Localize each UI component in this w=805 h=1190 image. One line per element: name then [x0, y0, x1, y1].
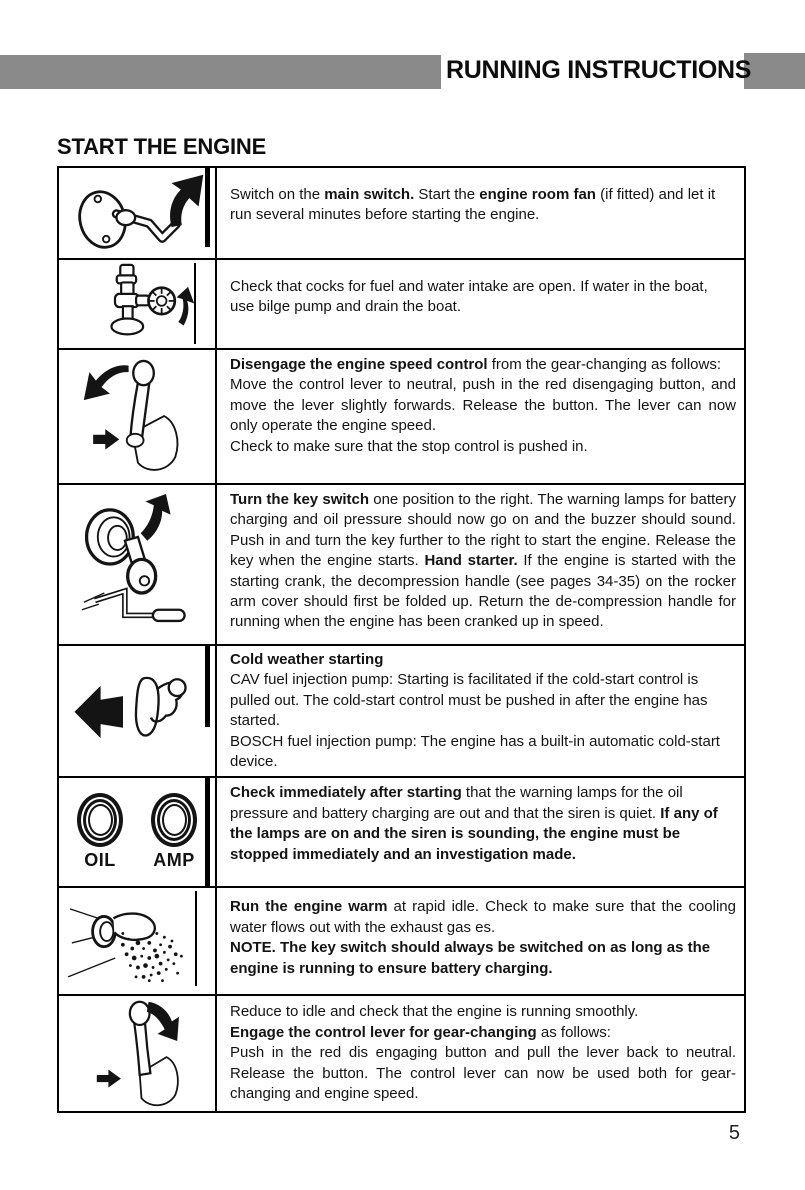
- warning-lamp: [77, 793, 123, 871]
- fuel-cock-icon: [71, 262, 203, 346]
- instruction-paragraph: Cold weather starting: [230, 651, 384, 668]
- instruction-paragraph: Push in the red dis engaging button and pull the lever back to neutral. Release the button. The control lever can now be used both for gear-changing and engine speed.: [230, 1044, 736, 1103]
- lamp-label: OIL: [84, 850, 116, 871]
- row-instruction-text: [215, 260, 744, 348]
- header-gray-bar: [0, 55, 441, 89]
- row-illustration-cell: [59, 646, 215, 776]
- cold-start-control-icon: [67, 669, 207, 753]
- row-illustration-cell: [59, 888, 215, 994]
- page-number: 5: [728, 1122, 740, 1144]
- instruction-row: [59, 886, 744, 994]
- instruction-paragraph: Check immediately after starting that the warning lamps for the oil pressure and battery charging are out and that the siren is quiet. If any of the lamps are on and the siren is sounding, the engine must be stopped immediately and an investigation made.: [230, 784, 718, 863]
- lamp-ring: [151, 793, 197, 847]
- warning-lamps-icon: [77, 793, 197, 871]
- exhaust-water-icon: [66, 890, 208, 992]
- row-illustration-cell: [59, 485, 215, 644]
- instruction-paragraph: Check that cocks for fuel and water intake are open. If water in the boat, use bilge pump and drain the boat.: [230, 278, 708, 316]
- instruction-paragraph: Switch on the main switch. Start the engine room fan (if fitted) and let it run several minutes before starting the engine.: [230, 186, 716, 224]
- instruction-paragraph: Move the control lever to neutral, push in the red disengaging button, and move the lever slightly forwards. Release the button. The lever can now only operate the engine speed.: [230, 376, 736, 435]
- gear-lever-icon: [70, 998, 204, 1110]
- main-switch-icon: [67, 171, 207, 255]
- lamp-label: AMP: [153, 850, 195, 871]
- lamp-ring: [77, 793, 123, 847]
- row-instruction-text: [215, 888, 744, 994]
- instruction-paragraph: BOSCH fuel injection pump: The engine has a built-in automatic cold-start device.: [230, 732, 720, 771]
- instruction-row: [59, 776, 744, 886]
- instruction-paragraph: CAV fuel injection pump: Starting is facilitated if the cold-start control is pulled out. The cold-start control must be pushed in after the engine has started.: [230, 671, 708, 730]
- speed-control-lever-icon: [67, 358, 207, 475]
- row-illustration-cell: [59, 260, 215, 348]
- instruction-row: [59, 994, 744, 1111]
- instruction-paragraph: Check to make sure that the stop control is pushed in.: [230, 437, 588, 455]
- instruction-paragraph: Disengage the engine speed control from the gear-changing as follows:: [230, 356, 722, 373]
- illustration-frame-rule: [205, 646, 210, 727]
- instruction-row: [59, 483, 744, 644]
- section-title: START THE ENGINE: [57, 134, 267, 159]
- instruction-paragraph: Reduce to idle and check that the engine is running smoothly.: [230, 1003, 639, 1021]
- page-header-title: RUNNING INSTRUCTIONS: [446, 56, 752, 84]
- illustration-frame-rule: [205, 168, 210, 247]
- instruction-row: [59, 644, 744, 776]
- row-instruction-text: [215, 646, 744, 776]
- illustration-frame-rule: [205, 778, 210, 886]
- header-gray-block: [744, 53, 805, 89]
- illustration-frame-rule: [194, 263, 196, 344]
- instruction-row: [59, 348, 744, 483]
- illustration-frame-rule: [195, 891, 197, 986]
- warning-lamp: [151, 793, 197, 871]
- row-illustration-cell: [59, 350, 215, 483]
- row-illustration-cell: [59, 996, 215, 1111]
- key-switch-and-crank-icon: [67, 492, 207, 637]
- row-instruction-text: [215, 996, 744, 1111]
- instruction-row: [59, 168, 744, 258]
- row-illustration-cell: [59, 168, 215, 258]
- instructions-table: [57, 166, 746, 1113]
- row-illustration-cell: [59, 778, 215, 886]
- instruction-row: [59, 258, 744, 348]
- instruction-paragraph: Run the engine warm at rapid idle. Check to make sure that the cooling water flows out with the exhaust gas es.: [230, 898, 736, 936]
- row-instruction-text: [215, 350, 744, 483]
- row-instruction-text: [215, 778, 744, 886]
- row-instruction-text: [215, 485, 744, 644]
- instruction-paragraph: Turn the key switch one position to the right. The warning lamps for battery charging and oil pressure should now go on and the buzzer should sound. Push in and turn the key further to the right to start the engine. Release the key when the engine starts. Hand starter. If the engine is started with the starting crank, the decompression handle (see pages 34-35) on the rocker arm cover should first be folded up. Return the de-compression handle for running when the engine has been cranked up in speed.: [230, 491, 737, 631]
- instruction-paragraph: Engage the control lever for gear-changing as follows:: [230, 1023, 611, 1041]
- instruction-paragraph: NOTE. The key switch should always be switched on as long as the engine is running to ensure battery charging.: [230, 939, 711, 977]
- row-instruction-text: [215, 168, 744, 258]
